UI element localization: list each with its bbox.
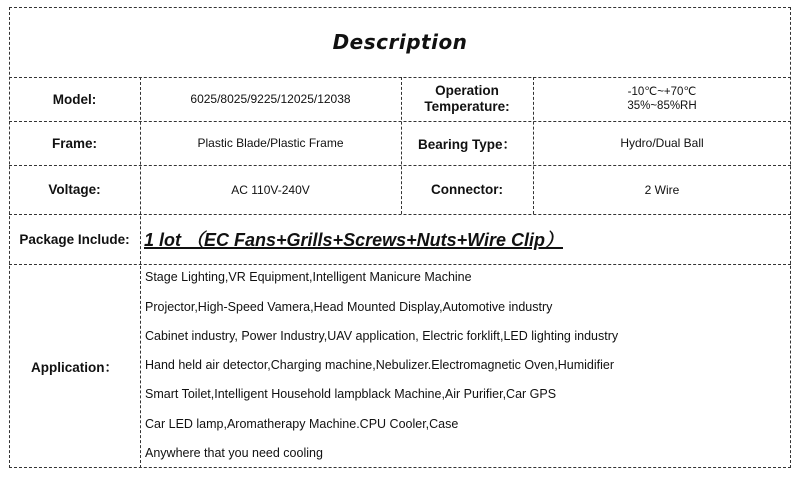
humidity-range: 35%~85%RH bbox=[627, 100, 697, 112]
application-item: Cabinet industry, Power Industry,UAV application, Electric forklift,LED lighting industry bbox=[145, 329, 619, 343]
operation-label-line2: Temperature: bbox=[424, 99, 510, 114]
operation-label-line1: Operation bbox=[435, 83, 499, 98]
voltage-label: Voltage: bbox=[48, 182, 101, 197]
operation-temperature-value bbox=[533, 77, 791, 121]
temperature-range: -10℃~+70℃ bbox=[627, 86, 697, 98]
application-item: Car LED lamp,Aromatherapy Machine.CPU Cooler,Case bbox=[145, 417, 459, 431]
application-item: Smart Toilet,Intelligent Household lampblack Machine,Air Purifier,Car GPS bbox=[145, 387, 557, 401]
bearing-type-label: Bearing Type： bbox=[417, 137, 517, 152]
voltage-value: AC 110V-240V bbox=[231, 182, 310, 197]
connector-label: Connector: bbox=[431, 182, 503, 197]
page-title: Description bbox=[332, 30, 468, 54]
application-item: Stage Lighting,VR Equipment,Intelligent Manicure Machine bbox=[145, 270, 472, 284]
connector-value: 2 Wire bbox=[644, 182, 680, 197]
application-label: Application： bbox=[31, 360, 118, 375]
operation-temperature-label bbox=[401, 77, 533, 121]
frame-label: Frame: bbox=[51, 135, 97, 151]
frame-value: Plastic Blade/Plastic Frame bbox=[197, 136, 344, 150]
application-item: Hand held air detector,Charging machine,Nebulizer.Electromagnetic Oven,Humidifier bbox=[145, 358, 614, 372]
application-item: Anywhere that you need cooling bbox=[145, 446, 323, 460]
package-include-value: 1 lot （EC Fans+Grills+Screws+Nuts+Wire Clip） bbox=[144, 230, 563, 250]
package-include-label: Package Include: bbox=[19, 231, 130, 247]
model-value: 6025/8025/9225/12025/12038 bbox=[190, 92, 351, 106]
model-label: Model: bbox=[52, 91, 97, 107]
bearing-type-value: Hydro/Dual Ball bbox=[620, 136, 704, 150]
application-item: Projector,High-Speed Vamera,Head Mounted Display,Automotive industry bbox=[145, 300, 553, 314]
